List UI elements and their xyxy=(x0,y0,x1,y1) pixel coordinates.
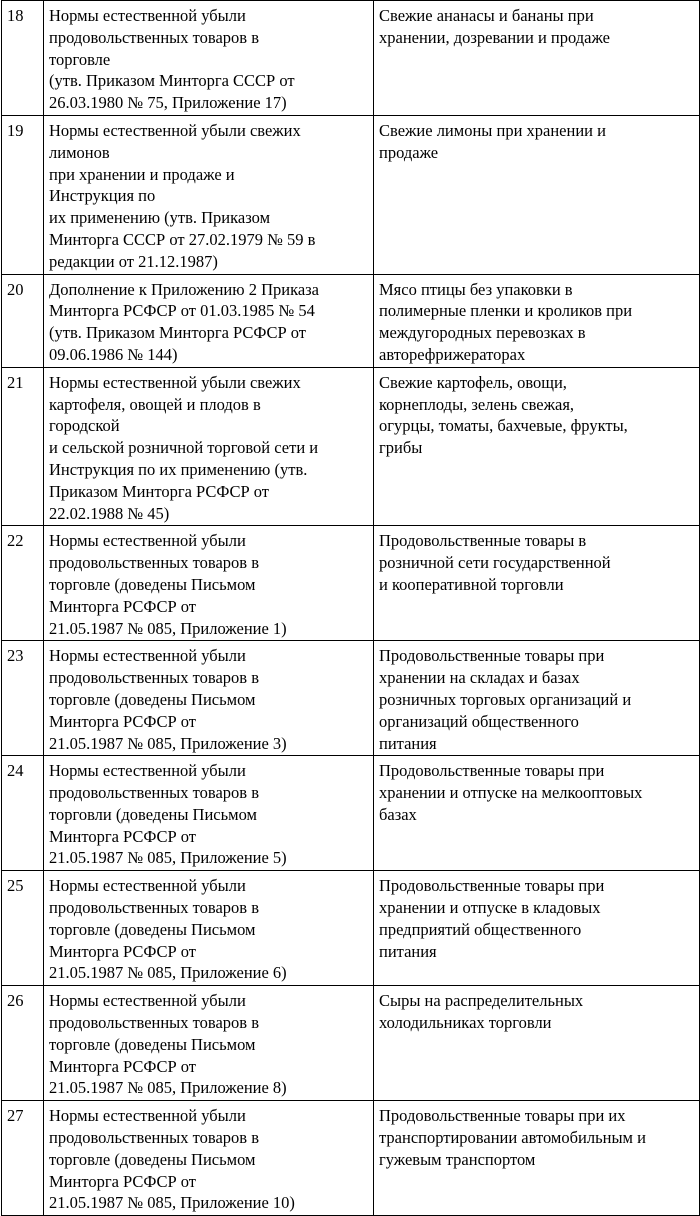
row-number: 21 xyxy=(7,372,24,392)
document-line: 21.05.1987 № 085, Приложение 5) xyxy=(49,848,287,868)
goods-line: Продовольственные товары в xyxy=(379,531,587,551)
document-line: Инструкция по их применению (утв. xyxy=(49,459,308,479)
goods-line: организаций общественного xyxy=(379,711,579,731)
goods-line: авторефрижераторах xyxy=(379,344,526,364)
document-line: продовольственных товаров в xyxy=(49,1128,259,1148)
table-row xyxy=(2,274,700,367)
document-line: продовольственных товаров в xyxy=(49,898,259,918)
goods-line: хранении, дозревании и продаже xyxy=(379,27,610,47)
document-line: Минторга РСФСР от xyxy=(49,1056,197,1076)
document-line: Нормы естественной убыли свежих xyxy=(49,120,301,140)
row-number-cell xyxy=(2,274,44,367)
row-number: 27 xyxy=(7,1106,24,1126)
document-line: торговле (доведены Письмом xyxy=(49,574,256,594)
document-line: их применению (утв. Приказом xyxy=(49,208,271,228)
table-row xyxy=(2,756,700,871)
document-line: Минторга СССР от 27.02.1979 № 59 в xyxy=(49,229,316,249)
document-line: картофеля, овощей и плодов в xyxy=(49,394,261,414)
document-line: Минторга РСФСР от xyxy=(49,826,197,846)
document-line: 22.02.1988 № 45) xyxy=(49,503,170,523)
document-line: продовольственных товаров в xyxy=(49,668,259,688)
goods-cell xyxy=(374,641,700,756)
document-line: 09.06.1986 № 144) xyxy=(49,344,178,364)
goods-line: Продовольственные товары при их xyxy=(379,1106,626,1126)
goods-line: предприятий общественного xyxy=(379,919,582,939)
goods-line: Продовольственные товары при xyxy=(379,646,605,666)
document-cell xyxy=(44,367,374,526)
document-line: Нормы естественной убыли xyxy=(49,531,246,551)
goods-line: Свежие лимоны при хранении и xyxy=(379,120,606,140)
goods-line: питания xyxy=(379,733,437,753)
goods-line: полимерные пленки и кроликов при xyxy=(379,301,633,321)
norms-table xyxy=(1,0,700,1216)
document-line: (утв. Приказом Минторга РСФСР от xyxy=(49,323,307,343)
row-number-cell xyxy=(2,871,44,986)
goods-cell xyxy=(374,274,700,367)
document-cell xyxy=(44,1,374,116)
table-row xyxy=(2,986,700,1101)
goods-line: хранении на складах и базах xyxy=(379,668,580,688)
document-line: и сельской розничной торговой сети и xyxy=(49,438,319,458)
table-row xyxy=(2,1101,700,1216)
goods-line: и кооперативной торговли xyxy=(379,574,564,594)
goods-line: холодильниках торговли xyxy=(379,1013,552,1033)
document-line: Нормы естественной убыли xyxy=(49,761,246,781)
document-line: Нормы естественной убыли xyxy=(49,991,246,1011)
document-cell xyxy=(44,1101,374,1216)
document-line: Минторга РСФСР от xyxy=(49,1171,197,1191)
goods-line: гужевым транспортом xyxy=(379,1149,536,1169)
goods-line: хранении и отпуске в кладовых xyxy=(379,898,601,918)
document-cell xyxy=(44,274,374,367)
document-line: Нормы естественной убыли xyxy=(49,646,246,666)
goods-cell xyxy=(374,756,700,871)
goods-line: транспортировании автомобильным и xyxy=(379,1128,646,1148)
document-line: торговле (доведены Письмом xyxy=(49,1149,256,1169)
row-number: 19 xyxy=(7,120,24,140)
document-cell xyxy=(44,115,374,274)
document-cell xyxy=(44,871,374,986)
document-line: 26.03.1980 № 75, Приложение 17) xyxy=(49,93,287,113)
goods-cell xyxy=(374,871,700,986)
goods-line: Продовольственные товары при xyxy=(379,761,605,781)
row-number-cell xyxy=(2,1101,44,1216)
goods-line: хранении и отпуске на мелкооптовых xyxy=(379,783,643,803)
goods-line: Мясо птицы без упаковки в xyxy=(379,279,573,299)
table-row xyxy=(2,115,700,274)
document-line: Нормы естественной убыли xyxy=(49,1106,246,1126)
row-number-cell xyxy=(2,526,44,641)
goods-cell xyxy=(374,526,700,641)
document-line: Нормы естественной убыли xyxy=(49,876,246,896)
document-cell xyxy=(44,986,374,1101)
row-number: 23 xyxy=(7,646,24,666)
table-row xyxy=(2,526,700,641)
goods-line: грибы xyxy=(379,438,423,458)
document-cell xyxy=(44,756,374,871)
document-line: 21.05.1987 № 085, Приложение 10) xyxy=(49,1193,295,1213)
document-line: продовольственных товаров в xyxy=(49,783,259,803)
row-number-cell xyxy=(2,641,44,756)
document-line: продовольственных товаров в xyxy=(49,1013,259,1033)
document-line: торговле (доведены Письмом xyxy=(49,689,256,709)
document-line: (утв. Приказом Минторга СССР от xyxy=(49,71,295,91)
document-line: торговле (доведены Письмом xyxy=(49,1034,256,1054)
table-row xyxy=(2,367,700,526)
goods-cell xyxy=(374,1101,700,1216)
row-number-cell xyxy=(2,986,44,1101)
goods-line: Свежие ананасы и бананы при xyxy=(379,6,594,25)
row-number-cell xyxy=(2,756,44,871)
document-line: Нормы естественной убыли xyxy=(49,6,246,25)
goods-line: питания xyxy=(379,941,437,961)
goods-cell xyxy=(374,986,700,1101)
goods-line: розничных торговых организаций и xyxy=(379,689,632,709)
goods-line: розничной сети государственной xyxy=(379,553,611,573)
document-line: продовольственных товаров в xyxy=(49,553,259,573)
goods-line: Свежие картофель, овощи, xyxy=(379,372,567,392)
document-line: Инструкция по xyxy=(49,186,156,206)
document-line: продовольственных товаров в xyxy=(49,27,259,47)
goods-line: Сыры на распределительных xyxy=(379,991,584,1011)
document-line: торговле xyxy=(49,49,111,69)
document-line: редакции от 21.12.1987) xyxy=(49,251,218,271)
goods-line: междугородных перевозках в xyxy=(379,323,586,343)
document-cell xyxy=(44,526,374,641)
goods-line: огурцы, томаты, бахчевые, фрукты, xyxy=(379,416,628,436)
goods-cell xyxy=(374,1,700,116)
document-line: 21.05.1987 № 085, Приложение 6) xyxy=(49,963,287,983)
goods-line: Продовольственные товары при xyxy=(379,876,605,896)
goods-cell xyxy=(374,115,700,274)
document-line: Минторга РСФСР от 01.03.1985 № 54 xyxy=(49,301,315,321)
row-number: 18 xyxy=(7,6,24,25)
document-line: Приказом Минторга РСФСР от xyxy=(49,481,270,501)
table-row xyxy=(2,871,700,986)
row-number-cell xyxy=(2,115,44,274)
document-line: городской xyxy=(49,416,120,436)
document-line: лимонов xyxy=(49,142,110,162)
document-line: Минторга РСФСР от xyxy=(49,596,197,616)
row-number-cell xyxy=(2,1,44,116)
row-number: 25 xyxy=(7,876,24,896)
document-line: торговле (доведены Письмом xyxy=(49,919,256,939)
table-row xyxy=(2,1,700,116)
document-line: 21.05.1987 № 085, Приложение 3) xyxy=(49,733,287,753)
row-number: 26 xyxy=(7,991,24,1011)
document-line: 21.05.1987 № 085, Приложение 1) xyxy=(49,618,287,638)
goods-line: продаже xyxy=(379,142,439,162)
row-number: 20 xyxy=(7,279,24,299)
document-line: 21.05.1987 № 085, Приложение 8) xyxy=(49,1078,287,1098)
table-row xyxy=(2,641,700,756)
row-number: 22 xyxy=(7,531,24,551)
document-cell xyxy=(44,641,374,756)
document-line: Нормы естественной убыли свежих xyxy=(49,372,301,392)
document-line: при хранении и продаже и xyxy=(49,164,235,184)
goods-line: базах xyxy=(379,804,417,824)
document-line: Минторга РСФСР от xyxy=(49,711,197,731)
goods-cell xyxy=(374,367,700,526)
row-number: 24 xyxy=(7,761,24,781)
document-line: торговли (доведены Письмом xyxy=(49,804,257,824)
row-number-cell xyxy=(2,367,44,526)
goods-line: корнеплоды, зелень свежая, xyxy=(379,394,575,414)
document-line: Дополнение к Приложению 2 Приказа xyxy=(49,279,319,299)
norms-table-body xyxy=(2,1,700,1216)
document-line: Минторга РСФСР от xyxy=(49,941,197,961)
